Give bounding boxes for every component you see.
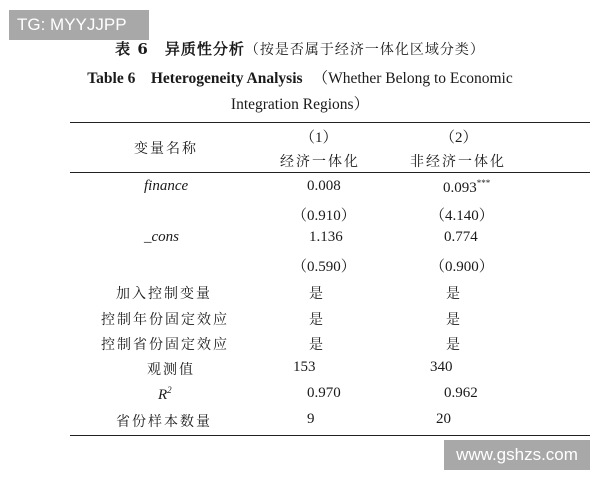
top-rule [70,122,590,123]
cell-finance-t-col2: （4.140） [430,208,494,224]
row-label-year-fe: 控制年份固定效应 [101,312,229,328]
cell-cons-t-col2: （0.900） [430,259,494,275]
row-label-finance: finance [144,178,189,194]
table-title-en-rest-1: （Whether Belong to Economic [312,70,513,87]
table-title-cn-main: 表 6 异质性分析 [115,40,245,58]
table-title-en-rest-2: Integration Regions） [230,96,370,113]
row-label-r-squared [158,385,172,404]
cell-finance-col2 [443,178,490,197]
watermark-top: TG: MYYJJPP [9,10,149,40]
row-label-province-count: 省份样本数量 [116,414,212,430]
header-col2-name: 非经济一体化 [410,154,506,170]
cell-r-squared-col1: 0.970 [307,385,341,401]
cell-finance-col1: 0.008 [307,178,341,194]
cell-cons-col1: 1.136 [309,229,343,245]
table-title-cn [0,38,600,59]
cell-province-fe-col1: 是 [309,337,325,353]
header-col1-name: 经济一体化 [280,154,360,170]
cell-province-count-col2: 20 [436,411,451,427]
header-rule [70,172,590,173]
cell-r-squared-col2: 0.962 [444,385,478,401]
cell-year-fe-col2: 是 [446,312,462,328]
cell-controls-col1: 是 [309,286,325,302]
significance-stars: *** [476,178,491,188]
cell-province-fe-col2: 是 [446,337,462,353]
table-title-en [0,66,600,118]
cell-controls-col2: 是 [446,286,462,302]
row-label-cons: _cons [144,229,179,245]
table-title-cn-sub: （按是否属于经济一体化区域分类） [244,42,485,58]
header-variable-label: 变量名称 [134,141,198,157]
bottom-rule [70,435,590,436]
r-squared-superscript: 2 [167,385,172,395]
table-title-en-bold: Table 6 Heterogeneity Analysis [87,70,303,87]
header-col1-number: （1） [300,130,338,146]
row-label-province-fe: 控制省份固定效应 [101,337,229,353]
cell-finance-t-col1: （0.910） [292,208,356,224]
cell-cons-col2: 0.774 [444,229,478,245]
cell-year-fe-col1: 是 [309,312,325,328]
row-label-controls: 加入控制变量 [116,286,212,302]
row-label-observations: 观测值 [147,362,195,378]
cell-province-count-col1: 9 [307,411,315,427]
cell-cons-t-col1: （0.590） [292,259,356,275]
r-squared-letter: R [158,387,168,403]
cell-finance-col2-value: 0.093 [443,180,477,196]
cell-observations-col2: 340 [430,359,453,375]
header-col2-number: （2） [440,130,478,146]
watermark-bottom: www.gshzs.com [444,440,590,470]
cell-observations-col1: 153 [293,359,316,375]
